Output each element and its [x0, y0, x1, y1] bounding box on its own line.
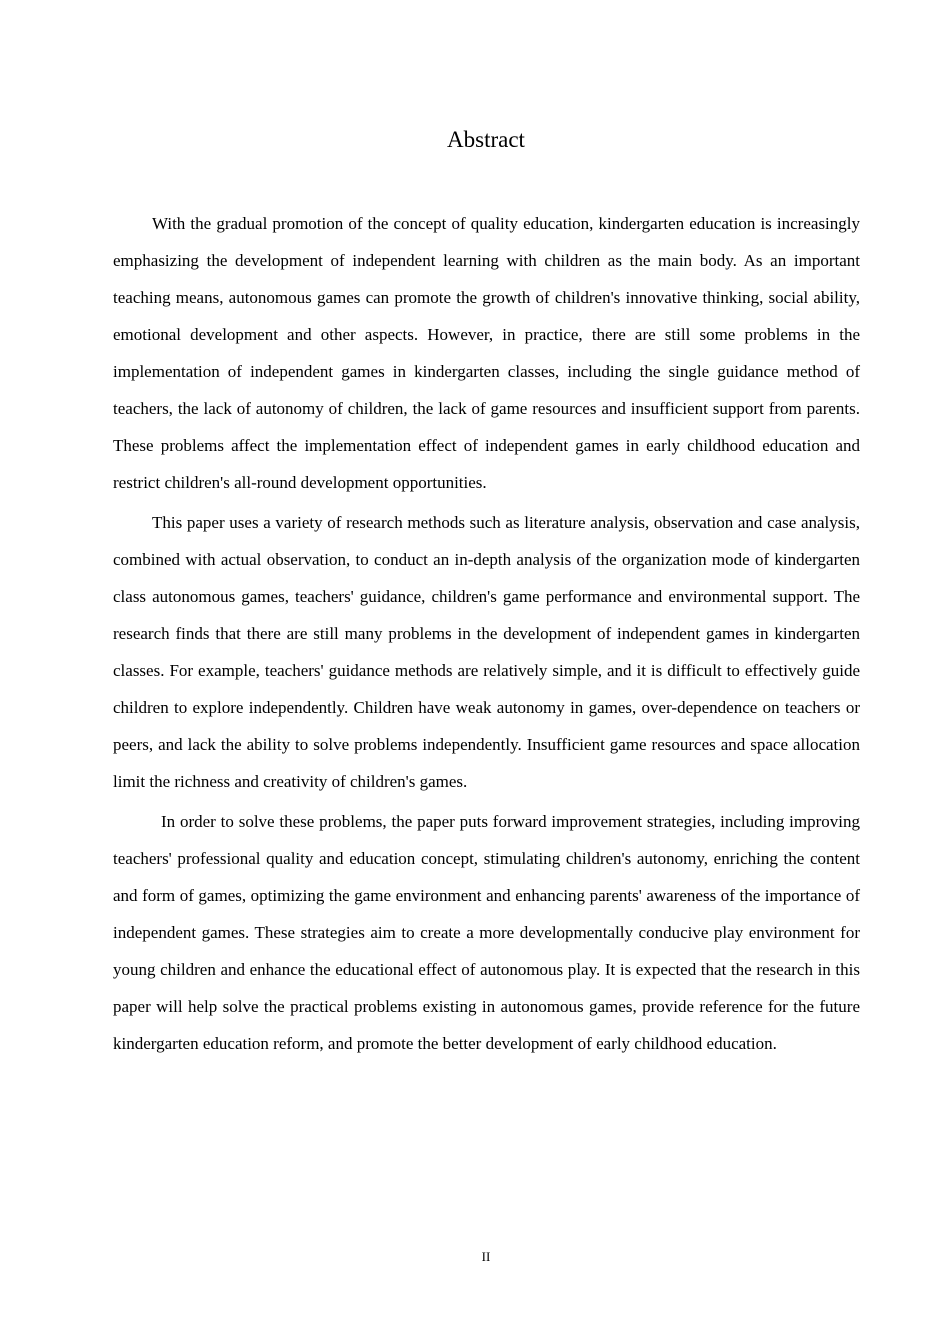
abstract-paragraph-2: This paper uses a variety of research methods such as literature analysis, observation and case analysis, combined with actual observation, to conduct an in-depth analysis of the organization mode of kindergarten class autonomous games, teachers' guidance, children's game performance and environmental support. The research finds that there are still many problems in the development of independent games in kindergarten classes. For example, teachers' guidance methods are relatively simple, and it is difficult to effectively guide children to explore independently. Children have weak autonomy in games, over-dependence on teachers or peers, and lack the ability to solve problems independently. Insufficient game resources and space allocation limit the richness and creativity of children's games.	[113, 513, 860, 791]
page-number: II	[481, 1249, 491, 1264]
abstract-paragraph-3: In order to solve these problems, the paper puts forward improvement strategies, including improving teachers' professional quality and education concept, stimulating children's autonomy, enriching the content and form of games, optimizing the game environment and enhancing parents' awareness of the importance of independent games. These strategies aim to create a more developmentally conducive play environment for young children and enhance the educational effect of autonomous play. It is expected that the research in this paper will help solve the practical problems existing in autonomous games, provide reference for the future kindergarten education reform, and promote the better development of early childhood education.	[113, 812, 860, 1053]
abstract-paragraph-1: With the gradual promotion of the concept of quality education, kindergarten education is increasingly emphasizing the development of independent learning with children as the main body. As an important teaching means, autonomous games can promote the growth of children's innovative thinking, social ability, emotional development and other aspects. However, in practice, there are still some problems in the implementation of independent games in kindergarten classes, including the single guidance method of teachers, the lack of autonomy of children, the lack of game resources and insufficient support from parents. These problems affect the implementation effect of independent games in early childhood education and restrict children's all-round development opportunities.	[113, 214, 860, 492]
abstract-title: Abstract	[447, 127, 525, 152]
abstract-body	[113, 205, 860, 1065]
